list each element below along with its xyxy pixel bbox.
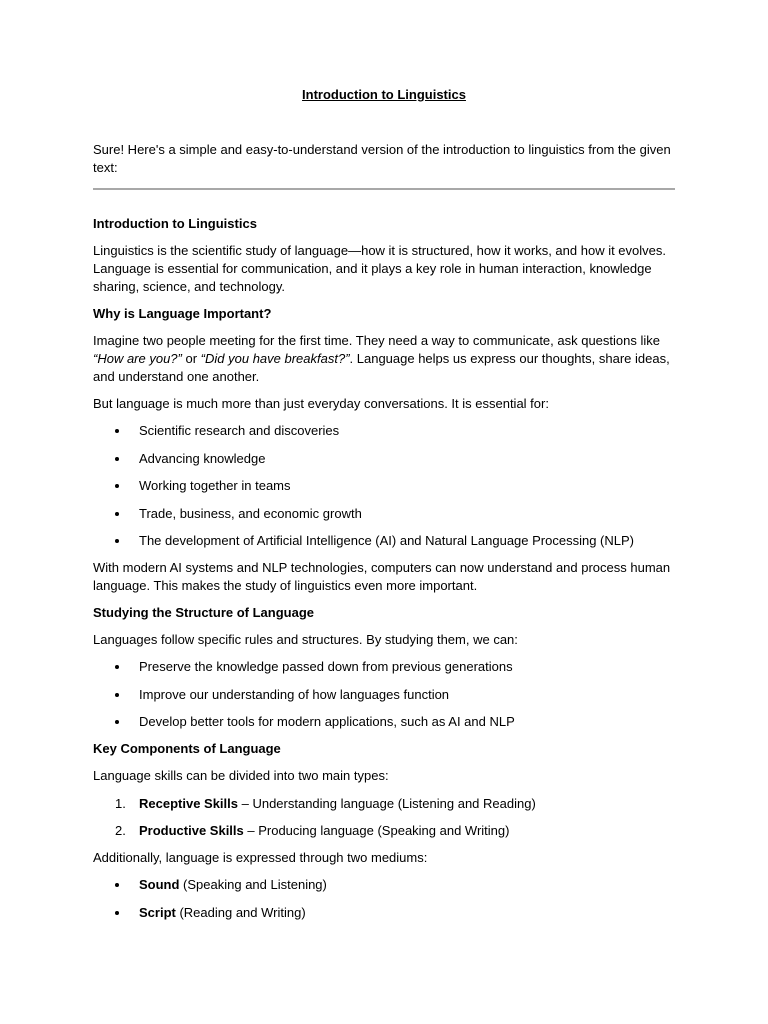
quote-breakfast: “Did you have breakfast?”: [200, 351, 350, 366]
introduction-paragraph: Linguistics is the scientific study of language—how it is structured, how it works, and how it evolves. Language is essential for communication, and it plays a key role in human interaction, knowledge sharing, science, and technology.: [93, 243, 666, 294]
structure-paragraph: Languages follow specific rules and structures. By studying them, we can:: [93, 631, 518, 647]
section-heading-components: Key Components of Language: [93, 741, 281, 757]
mediums-intro-paragraph: Additionally, language is expressed through two mediums:: [93, 849, 428, 865]
list-item-text: Develop better tools for modern applications, such as AI and NLP: [139, 714, 515, 730]
bullet-icon: [115, 457, 119, 461]
list-item: [93, 686, 675, 704]
mediums-list: [93, 876, 675, 921]
skill-description: – Understanding language (Listening and Reading): [238, 795, 536, 811]
list-number: 2.: [115, 822, 126, 838]
document-body: [93, 86, 675, 922]
document-title: Introduction to Linguistics: [302, 87, 466, 102]
bullet-icon: [115, 720, 119, 724]
importance-paragraph: [93, 332, 675, 386]
list-number: 1.: [115, 795, 126, 811]
bullet-icon: [115, 429, 119, 433]
medium-term: Sound: [139, 877, 180, 893]
importance-text-start: Imagine two people meeting for the first time. They need a way to communicate, ask questions like: [93, 333, 660, 348]
section-heading-importance: Why is Language Important?: [93, 306, 272, 321]
essential-intro-paragraph: But language is much more than just everyday conversations. It is essential for:: [93, 396, 549, 411]
bullet-icon: [115, 883, 119, 887]
list-item-text: Advancing knowledge: [139, 450, 266, 466]
list-item: [93, 904, 675, 922]
skill-description: – Producing language (Speaking and Writing): [243, 822, 510, 838]
essential-list: [93, 422, 675, 550]
list-item: [93, 450, 675, 468]
structure-list: [93, 658, 675, 731]
skill-term: Receptive Skills: [139, 795, 238, 811]
components-paragraph: Language skills can be divided into two main types:: [93, 768, 389, 784]
bullet-icon: [115, 911, 119, 915]
importance-text-end: . Language helps us express our thoughts, share ideas, and understand one another.: [93, 351, 670, 384]
section-heading-introduction: Introduction to Linguistics: [93, 216, 257, 231]
bullet-icon: [115, 484, 119, 488]
list-item-text: The development of Artificial Intelligence (AI) and Natural Language Processing (NLP): [139, 532, 634, 548]
bullet-icon: [115, 512, 119, 516]
list-item-text: Preserve the knowledge passed down from previous generations: [139, 659, 513, 675]
list-item: [93, 422, 675, 440]
intro-paragraph: Sure! Here's a simple and easy-to-understand version of the introduction to linguistics from the given text:: [93, 142, 671, 175]
horizontal-rule: [93, 188, 675, 190]
bullet-icon: [115, 665, 119, 669]
list-item: [93, 505, 675, 523]
list-item: [93, 477, 675, 495]
list-item: [93, 795, 675, 813]
medium-description: (Reading and Writing): [175, 904, 306, 920]
importance-text-or: or: [181, 351, 201, 366]
medium-term: Script: [139, 904, 176, 920]
list-item: [93, 658, 675, 676]
bullet-icon: [115, 539, 119, 543]
list-item: [93, 713, 675, 731]
list-item: [93, 822, 675, 840]
list-item-text: Working together in teams: [139, 478, 291, 494]
section-heading-structure: Studying the Structure of Language: [93, 604, 315, 620]
modern-ai-paragraph: With modern AI systems and NLP technologies, computers can now understand and process human language. This makes the study of linguistics even more important.: [93, 559, 671, 593]
quote-how-are-you: “How are you?”: [93, 351, 182, 366]
medium-description: (Speaking and Listening): [179, 877, 327, 893]
skills-list: [93, 795, 675, 840]
list-item: [93, 532, 675, 550]
list-item-text: Trade, business, and economic growth: [139, 505, 362, 521]
skill-term: Productive Skills: [139, 822, 244, 838]
list-item-text: Scientific research and discoveries: [139, 423, 340, 439]
bullet-icon: [115, 693, 119, 697]
list-item-text: Improve our understanding of how languages function: [139, 686, 450, 702]
list-item: [93, 876, 675, 894]
